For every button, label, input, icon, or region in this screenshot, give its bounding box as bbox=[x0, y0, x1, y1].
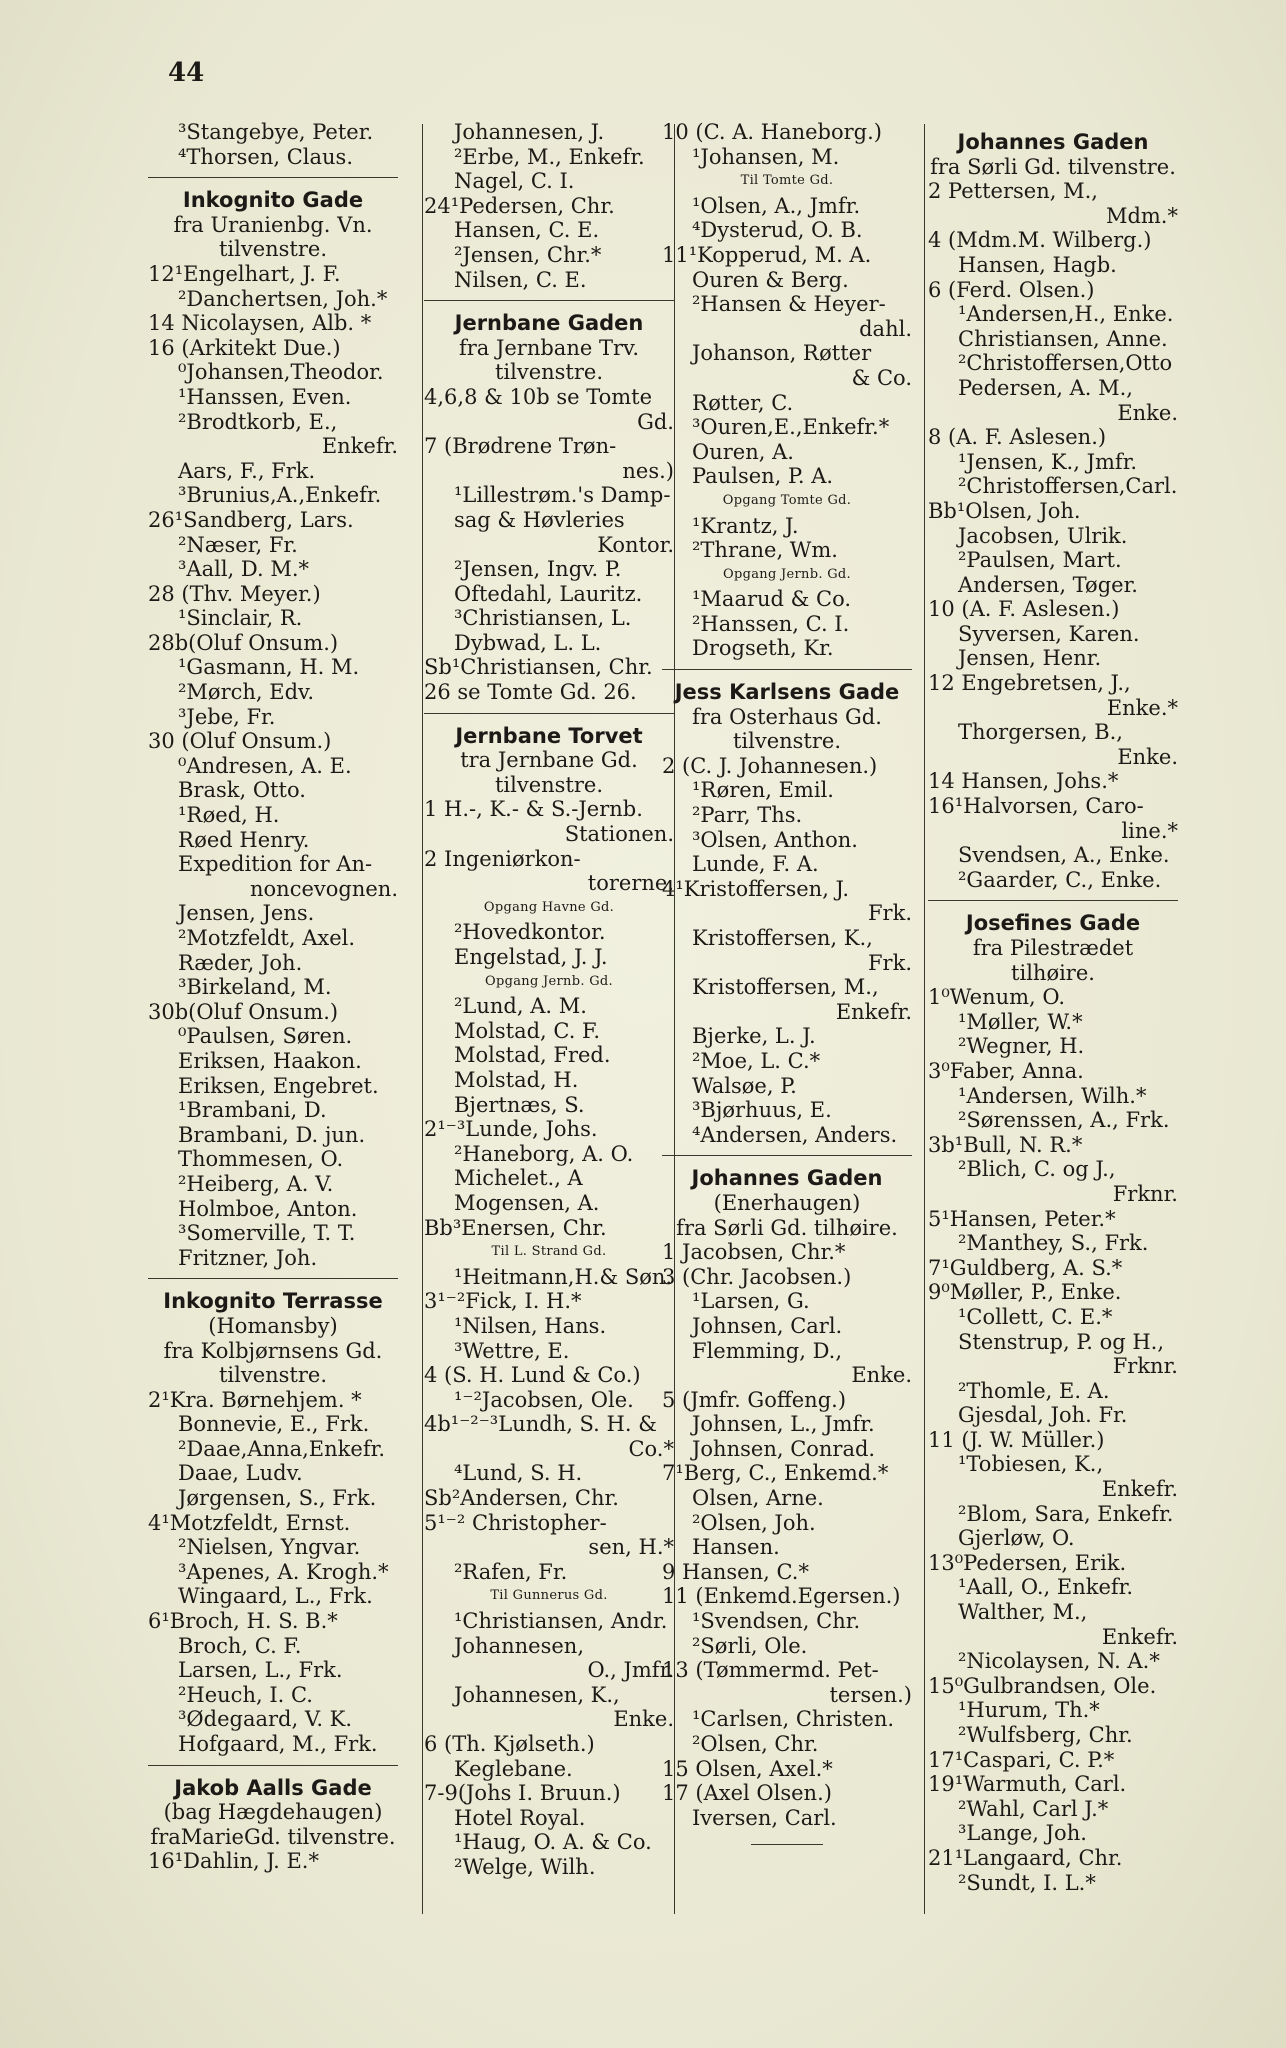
directory-entry: Hansen, Hagb. bbox=[958, 252, 1117, 277]
directory-entry: ¹Hanssen, Even. bbox=[178, 384, 352, 409]
directory-entry: 5 (Jmfr. Goffeng.) bbox=[662, 1387, 847, 1412]
directory-entry: ¹Røed, H. bbox=[178, 803, 280, 828]
directory-entry: 6¹Broch, H. S. B.* bbox=[148, 1609, 338, 1634]
directory-entry: Nilsen, C. E. bbox=[454, 267, 587, 292]
directory-entry: Pedersen, A. M., bbox=[958, 375, 1133, 400]
directory-entry: Gjesdal, Joh. Fr. bbox=[958, 1403, 1128, 1428]
directory-entry: Jensen, Henr. bbox=[958, 646, 1102, 671]
directory-entry: Daae, Ludv. bbox=[178, 1461, 303, 1486]
directory-entry: ¹Haug, O. A. & Co. bbox=[454, 1830, 652, 1855]
directory-entry: Wingaard, L., Frk. bbox=[178, 1584, 373, 1609]
directory-entry: ²Jensen, Chr.* bbox=[454, 242, 602, 267]
directory-entry: Lunde, F. A. bbox=[692, 852, 819, 877]
section-divider bbox=[148, 1765, 398, 1766]
stairway-label: Til Gunnerus Gd. bbox=[490, 1588, 608, 1604]
directory-entry: ⁴Dysterud, O. B. bbox=[692, 218, 863, 243]
directory-entry: 30b(Oluf Onsum.) bbox=[148, 999, 339, 1024]
directory-entry: 30 (Oluf Onsum.) bbox=[148, 729, 332, 754]
directory-entry: 28 (Thv. Meyer.) bbox=[148, 581, 321, 606]
directory-entry: 4¹Kristoffersen, J. bbox=[662, 876, 850, 901]
directory-entry: ¹Andersen, Wilh.* bbox=[958, 1083, 1147, 1108]
directory-entry: ²Nielsen, Yngvar. bbox=[178, 1535, 361, 1560]
street-heading: Jernbane Torvet bbox=[455, 723, 643, 748]
directory-entry: Holmboe, Anton. bbox=[178, 1196, 358, 1221]
directory-entry: 5¹Hansen, Peter.* bbox=[928, 1206, 1116, 1231]
directory-entry: Enkefr. bbox=[1101, 1624, 1178, 1649]
stairway-label: Opgang Jernb. Gd. bbox=[723, 566, 851, 582]
street-direction: fraMarieGd. tilvenstre. bbox=[150, 1824, 396, 1849]
directory-entry: Frknr. bbox=[1112, 1181, 1178, 1206]
directory-entry: Larsen, L., Frk. bbox=[178, 1658, 343, 1683]
directory-entry: Frk. bbox=[867, 950, 912, 975]
street-direction: tilvenstre. bbox=[494, 360, 604, 385]
directory-entry: ²Thomle, E. A. bbox=[958, 1378, 1110, 1403]
directory-entry: 2¹Kra. Børnehjem. * bbox=[148, 1387, 362, 1412]
directory-entry: Frk. bbox=[867, 901, 912, 926]
directory-entry: ¹Krantz, J. bbox=[692, 513, 799, 538]
directory-entry: ²Manthey, S., Frk. bbox=[958, 1231, 1149, 1256]
directory-entry: Røtter, C. bbox=[692, 390, 794, 415]
directory-entry: Engelstad, J. J. bbox=[454, 945, 608, 969]
section-divider bbox=[928, 900, 1178, 901]
directory-entry: Mdm.* bbox=[1105, 203, 1178, 228]
directory-entry: Enkefr. bbox=[321, 434, 398, 459]
directory-entry: ¹Jensen, K., Jmfr. bbox=[958, 449, 1138, 474]
stairway-label: Til Tomte Gd. bbox=[740, 173, 834, 189]
directory-entry: Broch, C. F. bbox=[178, 1633, 302, 1658]
directory-entry: ¹Heitmann,H.& Søn. bbox=[454, 1264, 673, 1289]
directory-entry: Andersen, Tøger. bbox=[958, 572, 1138, 597]
street-heading: Inkognito Gade bbox=[182, 188, 364, 213]
directory-entry: Ræder, Joh. bbox=[178, 950, 303, 975]
directory-entry: 4 (S. H. Lund & Co.) bbox=[424, 1363, 641, 1388]
directory-entry: ²Christoffersen,Carl. bbox=[958, 474, 1178, 499]
directory-entry: 9⁰Møller, P., Enke. bbox=[928, 1280, 1122, 1305]
directory-entry: ²Gaarder, C., Enke. bbox=[958, 867, 1162, 892]
directory-entry: ³Birkeland, M. bbox=[178, 975, 332, 1000]
column-4 bbox=[928, 120, 1178, 1895]
directory-entry: ²Danchertsen, Joh.* bbox=[178, 286, 388, 311]
directory-entry: ¹Carlsen, Christen. bbox=[692, 1707, 895, 1732]
directory-entry: Johannesen, J. bbox=[454, 120, 605, 144]
directory-entry: ²Olsen, Joh. bbox=[692, 1510, 816, 1535]
directory-entry: 26¹Sandberg, Lars. bbox=[148, 507, 354, 532]
directory-entry: ¹Tobiesen, K., bbox=[958, 1452, 1104, 1477]
street-heading: Jakob Aalls Gade bbox=[174, 1775, 372, 1800]
section-divider bbox=[662, 1155, 912, 1156]
directory-entry: 15 Olsen, Axel.* bbox=[662, 1756, 833, 1781]
directory-entry: ²Christoffersen,Otto bbox=[958, 351, 1173, 376]
directory-entry: 10 (A. F. Aslesen.) bbox=[928, 597, 1120, 622]
directory-entry: Kontor. bbox=[597, 532, 674, 557]
directory-entry: Bjertnæs, S. bbox=[454, 1092, 585, 1117]
directory-entry: Bonnevie, E., Frk. bbox=[178, 1412, 370, 1437]
directory-entry: 7¹Berg, C., Enkemd.* bbox=[662, 1461, 889, 1486]
street-heading: Josefines Gade bbox=[965, 911, 1141, 936]
directory-entry: Stationen. bbox=[564, 822, 674, 847]
directory-entry: Olsen, Arne. bbox=[692, 1486, 824, 1511]
directory-entry: Brambani, D. jun. bbox=[178, 1122, 366, 1147]
street-heading: Johannes Gaden bbox=[957, 130, 1149, 154]
directory-entry: ²Thrane, Wm. bbox=[692, 538, 838, 563]
directory-entry: ²Olsen, Chr. bbox=[692, 1732, 819, 1756]
directory-entry: ¹Svendsen, Chr. bbox=[692, 1609, 861, 1634]
directory-entry: ²Blom, Sara, Enkefr. bbox=[958, 1501, 1174, 1526]
directory-entry: & Co. bbox=[851, 365, 912, 390]
directory-entry: O., Jmfr. bbox=[587, 1658, 674, 1683]
directory-entry: ¹Johansen, M. bbox=[692, 144, 840, 169]
directory-entry: Jensen, Jens. bbox=[178, 901, 315, 926]
directory-entry: 9 Hansen, C.* bbox=[662, 1559, 809, 1584]
directory-entry: ¹Andersen,H., Enke. bbox=[958, 302, 1174, 327]
directory-entry: ²Haneborg, A. O. bbox=[454, 1141, 634, 1166]
street-direction: tilvenstre. bbox=[494, 772, 604, 797]
directory-entry: ²Blich, C. og J., bbox=[958, 1157, 1116, 1182]
directory-entry: ³Olsen, Anthon. bbox=[692, 827, 858, 852]
street-direction: tilvenstre. bbox=[218, 1363, 328, 1388]
directory-entry: ²Hanssen, C. I. bbox=[692, 611, 850, 636]
directory-entry: ²Næser, Fr. bbox=[178, 532, 298, 557]
directory-entry: Oftedahl, Lauritz. bbox=[454, 581, 643, 606]
directory-entry: Enkefr. bbox=[1101, 1477, 1178, 1502]
directory-entry: ¹Hurum, Th.* bbox=[958, 1698, 1100, 1723]
street-direction: tra Jernbane Gd. bbox=[460, 748, 638, 773]
directory-entry: ²Wahl, Carl J.* bbox=[958, 1796, 1109, 1821]
directory-entry: Walsøe, P. bbox=[692, 1073, 797, 1098]
directory-entry: ²Erbe, M., Enkefr. bbox=[454, 144, 645, 169]
directory-entry: ⁰Andresen, A. E. bbox=[178, 753, 352, 778]
directory-entry: Johnsen, Carl. bbox=[692, 1313, 843, 1338]
directory-entry: Thorgersen, B., bbox=[958, 720, 1123, 745]
directory-entry: 24¹Pedersen, Chr. bbox=[424, 193, 615, 218]
stairway-label: Til L. Strand Gd. bbox=[491, 1244, 607, 1260]
directory-entry: ⁴Lund, S. H. bbox=[454, 1461, 583, 1486]
directory-entry: ³Stangebye, Peter. bbox=[178, 120, 374, 144]
directory-entry: ¹Røren, Emil. bbox=[692, 778, 834, 803]
directory-entry: 15⁰Gulbrandsen, Ole. bbox=[928, 1673, 1157, 1698]
directory-entry: ¹⁻²Jacobsen, Ole. bbox=[454, 1387, 634, 1412]
directory-entry: 7 (Brødrene Trøn- bbox=[424, 434, 617, 459]
directory-entry: Thommesen, O. bbox=[178, 1147, 344, 1172]
directory-entry: 11¹Kopperud, M. A. bbox=[662, 242, 872, 267]
directory-entry: Enkefr. bbox=[835, 999, 912, 1024]
directory-entry: Johnsen, Conrad. bbox=[692, 1436, 876, 1461]
directory-entry: Frknr. bbox=[1112, 1354, 1178, 1379]
directory-entry: Enke. bbox=[613, 1707, 674, 1732]
section-divider bbox=[424, 713, 674, 714]
directory-entry: 17¹Caspari, C. P.* bbox=[928, 1747, 1115, 1772]
directory-entry: Enke. bbox=[1117, 744, 1178, 769]
directory-entry: 2 Pettersen, M., bbox=[928, 179, 1098, 204]
directory-entry: Stenstrup, P. og H., bbox=[958, 1329, 1165, 1354]
directory-entry: 14 Hansen, Johs.* bbox=[928, 769, 1119, 794]
directory-entry: ³Ouren,E.,Enkefr.* bbox=[692, 415, 890, 440]
directory-entry: torerne. bbox=[587, 871, 674, 896]
street-direction: fra Sørli Gd. tilhøire. bbox=[676, 1215, 898, 1240]
street-heading: Johannes Gaden bbox=[691, 1166, 883, 1191]
directory-entry: Molstad, C. F. bbox=[454, 1018, 601, 1043]
directory-entry: Bb³Enersen, Chr. bbox=[424, 1215, 607, 1240]
directory-entry: 11 (J. W. Müller.) bbox=[928, 1427, 1105, 1452]
directory-entry: ³Bjørhuus, E. bbox=[692, 1098, 832, 1123]
directory-entry: ¹Olsen, A., Jmfr. bbox=[692, 193, 861, 218]
column-3 bbox=[662, 120, 912, 1845]
directory-entry: ²Mørch, Edv. bbox=[178, 680, 315, 705]
directory-entry: Gd. bbox=[637, 409, 674, 434]
directory-entry: ¹Sinclair, R. bbox=[178, 606, 303, 631]
directory-entry: Keglebane. bbox=[454, 1756, 573, 1781]
directory-entry: ³Apenes, A. Krogh.* bbox=[178, 1559, 389, 1584]
stairway-label: Opgang Jernb. Gd. bbox=[485, 973, 613, 989]
directory-entry: 16 (Arkitekt Due.) bbox=[148, 335, 341, 360]
section-divider bbox=[148, 177, 398, 178]
directory-entry: nes.) bbox=[622, 458, 674, 483]
page-number: 44 bbox=[168, 58, 205, 88]
directory-entry: Jørgensen, S., Frk. bbox=[178, 1486, 377, 1511]
directory-entry: 6 (Th. Kjølseth.) bbox=[424, 1732, 595, 1756]
directory-entry: 2 Ingeniørkon- bbox=[424, 846, 581, 871]
directory-entry: sen, H.* bbox=[588, 1535, 674, 1560]
directory-entry: ³Christiansen, L. bbox=[454, 606, 632, 631]
directory-entry: 21¹Langaard, Chr. bbox=[928, 1845, 1123, 1870]
directory-entry: Aars, F., Frk. bbox=[178, 458, 316, 483]
street-heading: Jess Karlsens Gade bbox=[674, 680, 900, 705]
directory-entry: ⁴Thorsen, Claus. bbox=[178, 144, 353, 169]
directory-entry: Johannesen, K., bbox=[454, 1682, 620, 1707]
directory-entry: ²Motzfeldt, Axel. bbox=[178, 926, 356, 950]
directory-entry: 12 Engebretsen, J., bbox=[928, 671, 1131, 696]
directory-entry: Co.* bbox=[628, 1436, 674, 1461]
street-direction: tilvenstre. bbox=[218, 237, 328, 262]
directory-entry: 16¹Dahlin, J. E.* bbox=[148, 1849, 319, 1874]
street-direction: tilvenstre. bbox=[732, 729, 842, 754]
directory-entry: ²Sørenssen, A., Frk. bbox=[958, 1108, 1170, 1133]
directory-entry: 10 (C. A. Haneborg.) bbox=[662, 120, 882, 144]
directory-entry: Eriksen, Haakon. bbox=[178, 1048, 362, 1073]
directory-entry: 28b(Oluf Onsum.) bbox=[148, 630, 339, 655]
directory-entry: tersen.) bbox=[829, 1682, 912, 1707]
directory-entry: ²Rafen, Fr. bbox=[454, 1559, 568, 1584]
street-heading: Jernbane Gaden bbox=[454, 311, 644, 336]
directory-entry: Sb²Andersen, Chr. bbox=[424, 1486, 619, 1511]
directory-entry: 2 (C. J. Johannesen.) bbox=[662, 753, 878, 778]
directory-entry: ²Heuch, I. C. bbox=[178, 1682, 313, 1707]
street-direction: (Homansby) bbox=[208, 1313, 338, 1338]
directory-entry: ¹Collett, C. E.* bbox=[958, 1304, 1113, 1329]
directory-entry: ²Hovedkontor. bbox=[454, 920, 606, 945]
directory-entry: ²Jensen, Ingv. P. bbox=[454, 557, 622, 582]
directory-entry: Eriksen, Engebret. bbox=[178, 1073, 379, 1098]
directory-entry: Paulsen, P. A. bbox=[692, 464, 834, 489]
street-direction: fra Osterhaus Gd. bbox=[692, 704, 882, 729]
directory-entry: 3 (Chr. Jacobsen.) bbox=[662, 1264, 852, 1289]
directory-entry: 6 (Ferd. Olsen.) bbox=[928, 277, 1095, 302]
directory-entry: Mogensen, A. bbox=[454, 1190, 600, 1215]
column-2 bbox=[424, 120, 674, 1880]
street-direction: fra Sørli Gd. tilvenstre. bbox=[930, 154, 1176, 179]
street-direction: (bag Hægdehaugen) bbox=[163, 1800, 383, 1825]
street-direction: fra Uranienbg. Vn. bbox=[173, 212, 373, 237]
directory-entry: ²Heiberg, A. V. bbox=[178, 1171, 334, 1196]
directory-entry: Enke. bbox=[851, 1363, 912, 1388]
directory-entry: 17 (Axel Olsen.) bbox=[662, 1781, 832, 1806]
directory-entry: Røed Henry. bbox=[178, 827, 310, 852]
directory-entry: 8 (A. F. Aslesen.) bbox=[928, 425, 1107, 450]
directory-entry: Christiansen, Anne. bbox=[958, 326, 1168, 351]
directory-entry: Walther, M., bbox=[958, 1600, 1088, 1625]
directory-entry: line.* bbox=[1121, 818, 1178, 843]
street-direction: (Enerhaugen) bbox=[713, 1190, 861, 1215]
street-direction: fra Pilestrædet bbox=[972, 936, 1134, 960]
directory-entry: Gjerløw, O. bbox=[958, 1526, 1075, 1551]
directory-entry: noncevognen. bbox=[250, 876, 398, 901]
directory-entry: Iversen, Carl. bbox=[692, 1805, 837, 1830]
directory-entry: Molstad, H. bbox=[454, 1067, 579, 1092]
directory-entry: Bb¹Olsen, Joh. bbox=[928, 498, 1081, 523]
directory-entry: Johanson, Røtter bbox=[692, 341, 872, 366]
directory-entry: ²Welge, Wilh. bbox=[454, 1854, 596, 1879]
directory-entry: ¹Maarud & Co. bbox=[692, 587, 852, 612]
directory-entry: 7¹Guldberg, A. S.* bbox=[928, 1255, 1123, 1280]
directory-entry: Molstad, Fred. bbox=[454, 1043, 611, 1068]
directory-entry: 2¹⁻³Lunde, Johs. bbox=[424, 1117, 598, 1142]
directory-entry: Hofgaard, M., Frk. bbox=[178, 1732, 378, 1756]
directory-entry: Drogseth, Kr. bbox=[692, 636, 834, 661]
directory-entry: ¹Christiansen, Andr. bbox=[454, 1609, 668, 1634]
directory-entry: Expedition for An- bbox=[178, 852, 373, 877]
directory-entry: 11 (Enkemd.Egersen.) bbox=[662, 1584, 901, 1609]
directory-entry: 12¹Engelhart, J. F. bbox=[148, 261, 341, 286]
directory-entry: ³Lange, Joh. bbox=[958, 1821, 1087, 1846]
directory-entry: 4,6,8 & 10b se Tomte bbox=[424, 384, 652, 409]
directory-entry: 16¹Halvorsen, Caro- bbox=[928, 794, 1144, 819]
directory-entry: ⁰Johansen,Theodor. bbox=[178, 360, 384, 385]
directory-entry: ¹Lillestrøm.'s Damp- bbox=[454, 483, 671, 508]
directory-entry: Brask, Otto. bbox=[178, 778, 306, 803]
directory-entry: 5¹⁻² Christopher- bbox=[424, 1510, 607, 1535]
street-heading: Inkognito Terrasse bbox=[163, 1289, 383, 1314]
directory-entry: ¹Møller, W.* bbox=[958, 1009, 1083, 1034]
directory-entry: Hansen, C. E. bbox=[454, 218, 600, 243]
directory-entry: ²Daae,Anna,Enkefr. bbox=[178, 1436, 385, 1461]
directory-entry: ²Nicolaysen, N. A.* bbox=[958, 1649, 1160, 1674]
directory-entry: ³Somerville, T. T. bbox=[178, 1221, 356, 1246]
directory-entry: dahl. bbox=[859, 316, 912, 341]
directory-entry: ³Ødegaard, V. K. bbox=[178, 1707, 353, 1732]
directory-entry: ⁴Andersen, Anders. bbox=[692, 1122, 898, 1147]
directory-entry: ³Wettre, E. bbox=[454, 1338, 570, 1363]
directory-entry: ²Hansen & Heyer- bbox=[692, 292, 886, 317]
directory-entry: ¹Nilsen, Hans. bbox=[454, 1313, 607, 1338]
stairway-label: Opgang Havne Gd. bbox=[483, 899, 615, 915]
section-divider bbox=[148, 1278, 398, 1279]
directory-entry: ²Brodtkorb, E., bbox=[178, 409, 338, 434]
directory-entry: ²Parr, Ths. bbox=[692, 803, 803, 828]
directory-entry: ³Brunius,A.,Enkefr. bbox=[178, 483, 382, 508]
directory-entry: Johnsen, L., Jmfr. bbox=[692, 1412, 875, 1437]
directory-entry: 1 Jacobsen, Chr.* bbox=[662, 1240, 846, 1265]
column-1 bbox=[148, 120, 398, 1874]
directory-entry: ¹Larsen, G. bbox=[692, 1289, 810, 1314]
directory-entry: 13 (Tømmermd. Pet- bbox=[662, 1658, 879, 1683]
directory-entry: 7-9(Johs I. Bruun.) bbox=[424, 1781, 621, 1806]
directory-entry: ²Moe, L. C.* bbox=[692, 1048, 821, 1073]
directory-entry: ³Jebe, Fr. bbox=[178, 704, 276, 729]
directory-entry: Sb¹Christiansen, Chr. bbox=[424, 655, 653, 680]
directory-entry: ¹Brambani, D. bbox=[178, 1098, 327, 1123]
directory-entry: Nagel, C. I. bbox=[454, 169, 575, 194]
directory-entry: 13⁰Pedersen, Erik. bbox=[928, 1550, 1127, 1575]
directory-entry: Svendsen, A., Enke. bbox=[958, 843, 1170, 868]
column-divider bbox=[422, 124, 423, 1914]
directory-entry: 26 se Tomte Gd. 26. bbox=[424, 680, 637, 705]
directory-entry: Bjerke, L. J. bbox=[692, 1024, 816, 1049]
directory-entry: ²Wulfsberg, Chr. bbox=[958, 1723, 1133, 1747]
section-divider bbox=[662, 669, 912, 670]
directory-entry: ³Aall, D. M.* bbox=[178, 557, 310, 582]
directory-entry: Michelet., A bbox=[454, 1166, 583, 1191]
directory-entry: Flemming, D., bbox=[692, 1338, 843, 1363]
directory-entry: 4b¹⁻²⁻³Lundh, S. H. & bbox=[424, 1412, 657, 1437]
directory-entry: 1⁰Wenum, O. bbox=[928, 985, 1066, 1010]
directory-entry: Enke. bbox=[1117, 400, 1178, 425]
directory-entry: Hansen. bbox=[692, 1535, 780, 1560]
directory-entry: Dybwad, L. L. bbox=[454, 630, 602, 655]
directory-entry: 3⁰Faber, Anna. bbox=[928, 1058, 1084, 1083]
street-direction: fra Jernbane Trv. bbox=[458, 335, 640, 360]
stairway-label: Opgang Tomte Gd. bbox=[722, 492, 852, 508]
street-direction: fra Kolbjørnsens Gd. bbox=[163, 1338, 383, 1363]
directory-entry: 4 (Mdm.M. Wilberg.) bbox=[928, 228, 1152, 253]
directory-entry: ²Sørli, Ole. bbox=[692, 1633, 808, 1658]
directory-entry: Fritzner, Joh. bbox=[178, 1245, 318, 1270]
directory-entry: Johannesen, bbox=[454, 1633, 584, 1658]
directory-entry: Ouren & Berg. bbox=[692, 267, 849, 292]
directory-entry: 14 Nicolaysen, Alb. * bbox=[148, 311, 372, 336]
column-divider bbox=[924, 124, 925, 1914]
directory-entry: 4¹Motzfeldt, Ernst. bbox=[148, 1510, 351, 1535]
directory-entry: 19¹Warmuth, Carl. bbox=[928, 1772, 1127, 1797]
directory-entry: ²Lund, A. M. bbox=[454, 994, 587, 1019]
directory-entry: ¹Aall, O., Enkefr. bbox=[958, 1575, 1134, 1600]
directory-entry: Kristoffersen, M., bbox=[692, 975, 879, 1000]
street-direction: tilhøire. bbox=[1011, 960, 1095, 985]
directory-entry: sag & Høvleries bbox=[454, 507, 625, 532]
directory-entry: ¹Gasmann, H. M. bbox=[178, 655, 360, 680]
directory-entry: Hotel Royal. bbox=[454, 1805, 586, 1830]
section-divider bbox=[424, 300, 674, 301]
end-rule bbox=[751, 1844, 823, 1845]
directory-entry: Ouren, A. bbox=[692, 439, 794, 464]
directory-entry: ²Paulsen, Mart. bbox=[958, 548, 1122, 573]
directory-entry: Enke.* bbox=[1106, 695, 1178, 720]
directory-entry: 3¹⁻²Fick, I. H.* bbox=[424, 1289, 582, 1314]
directory-entry: ²Sundt, I. L.* bbox=[958, 1870, 1096, 1895]
directory-entry: ²Wegner, H. bbox=[958, 1034, 1085, 1059]
directory-entry: Syversen, Karen. bbox=[958, 621, 1140, 646]
directory-entry: ⁰Paulsen, Søren. bbox=[178, 1024, 353, 1049]
directory-entry: Kristoffersen, K., bbox=[692, 926, 873, 950]
directory-entry: 3b¹Bull, N. R.* bbox=[928, 1132, 1083, 1157]
directory-entry: 1 H.-, K.- & S.-Jernb. bbox=[424, 797, 643, 822]
directory-entry: Jacobsen, Ulrik. bbox=[958, 523, 1128, 548]
